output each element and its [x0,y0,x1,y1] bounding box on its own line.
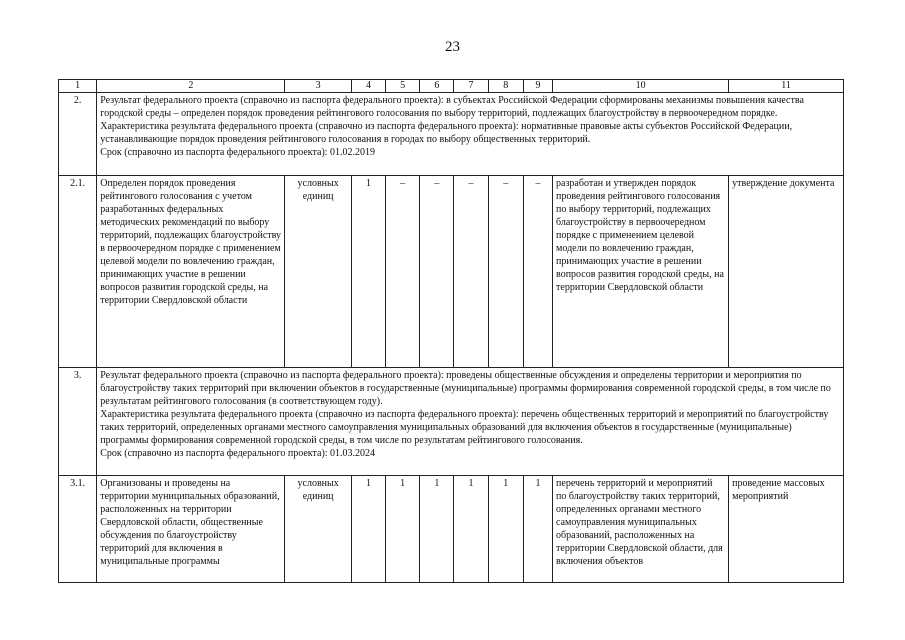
header-cell: 8 [488,80,523,93]
row-value: 1 [351,176,385,368]
section-number: 3. [59,368,97,476]
header-cell: 3 [285,80,351,93]
row-value: 1 [488,476,523,583]
header-cell: 7 [454,80,488,93]
header-cell: 2 [97,80,285,93]
row-name-text: Организованы и проведены на территории муниципальных образований, расположенных на территории Свердловской области, общественные обсуждения по благоустройству территорий для включения в муниципальные программы [100,478,280,567]
section-result: Результат федерального проекта (справочно из паспорта федерального проекта): в субъектах Российской Федерации сформированы механизмы повышения качества городской среды – определен порядок проведения рейтингового голосования по выбору территорий, подлежащих благоустройству в первоочередном порядке. [100,95,804,119]
section-result: Результат федерального проекта (справочно из паспорта федерального проекта): проведены общественные обсуждения и определены территории и мероприятия по благоустройству таких территорий при включении объектов в государственные (муниципальные) программы формирования современной городской среды, в том числе по результатам рейтингового голосования (в соответствующем году). [100,370,831,407]
header-row [59,80,844,93]
section-description [97,93,844,176]
section-number: 2. [59,93,97,176]
row-value: – [523,176,552,368]
section-deadline: Срок (справочно из паспорта федерального проекта): 01.02.2019 [100,147,376,158]
row-value: – [386,176,420,368]
header-cell: 10 [553,80,729,93]
row-number: 2.1. [59,176,97,368]
row-value: – [420,176,454,368]
section-description [97,368,844,476]
row-type: утверждение документа [729,176,844,368]
row-value: 1 [454,476,488,583]
section-row-3 [59,368,844,476]
header-cell: 11 [729,80,844,93]
row-name [97,476,285,583]
page-number: 23 [445,39,460,55]
row-value: 1 [523,476,552,583]
row-unit: условных единиц [285,476,351,583]
header-cell: 4 [351,80,385,93]
row-value: 1 [420,476,454,583]
table-row [59,476,844,583]
header-cell: 5 [386,80,420,93]
results-table [58,79,844,583]
row-type: проведение массовых мероприятий [729,476,844,583]
row-name: Определен порядок проведения рейтингового голосования с учетом разработанных федеральных методических рекомендаций по выбору территорий, подлежащих благоустройству в первоочередном порядке с применением целевой модели по вовлечению граждан, принимающих участие в решении вопросов развития городской среды, на территории Свердловской области [97,176,285,368]
section-characteristic: Характеристика результата федерального проекта (справочно из паспорта федерального проекта): перечень общественных территорий и мероприятий по благоустройству таких территорий, определенных органами местного самоуправления муниципальных образований для включения объектов в государственные (муниципальные) программы формирования современной городской среды, в том числе по результатам рейтингового голосования. [100,409,829,446]
row-value: 1 [351,476,385,583]
header-cell: 9 [523,80,552,93]
section-row-2 [59,93,844,176]
row-result-text: перечень территорий и мероприятий по благоустройству таких территорий, определенных органами местного самоуправления муниципальных образований, расположенных на территории Свердловской области, для включения объектов [556,478,723,567]
section-characteristic: Характеристика результата федерального проекта (справочно из паспорта федерального проекта): нормативные правовые акты субъектов Российской Федерации, устанавливающие порядок проведения рейтингового голосования в городах по выбору общественных территорий. [100,121,793,145]
header-cell: 1 [59,80,97,93]
table-row [59,176,844,368]
row-number: 3.1. [59,476,97,583]
row-result: разработан и утвержден порядок проведения рейтингового голосования по выбору территорий, подлежащих благоустройству в первоочередном порядке с применением целевой модели по вовлечению граждан, принимающих участие в решении вопросов развития городской среды, на территории Свердловской области [553,176,729,368]
row-value: – [454,176,488,368]
row-value: 1 [386,476,420,583]
row-unit: условных единиц [285,176,351,368]
header-cell: 6 [420,80,454,93]
section-deadline: Срок (справочно из паспорта федерального проекта): 01.03.2024 [100,448,376,459]
row-value: – [488,176,523,368]
row-result [553,476,729,583]
